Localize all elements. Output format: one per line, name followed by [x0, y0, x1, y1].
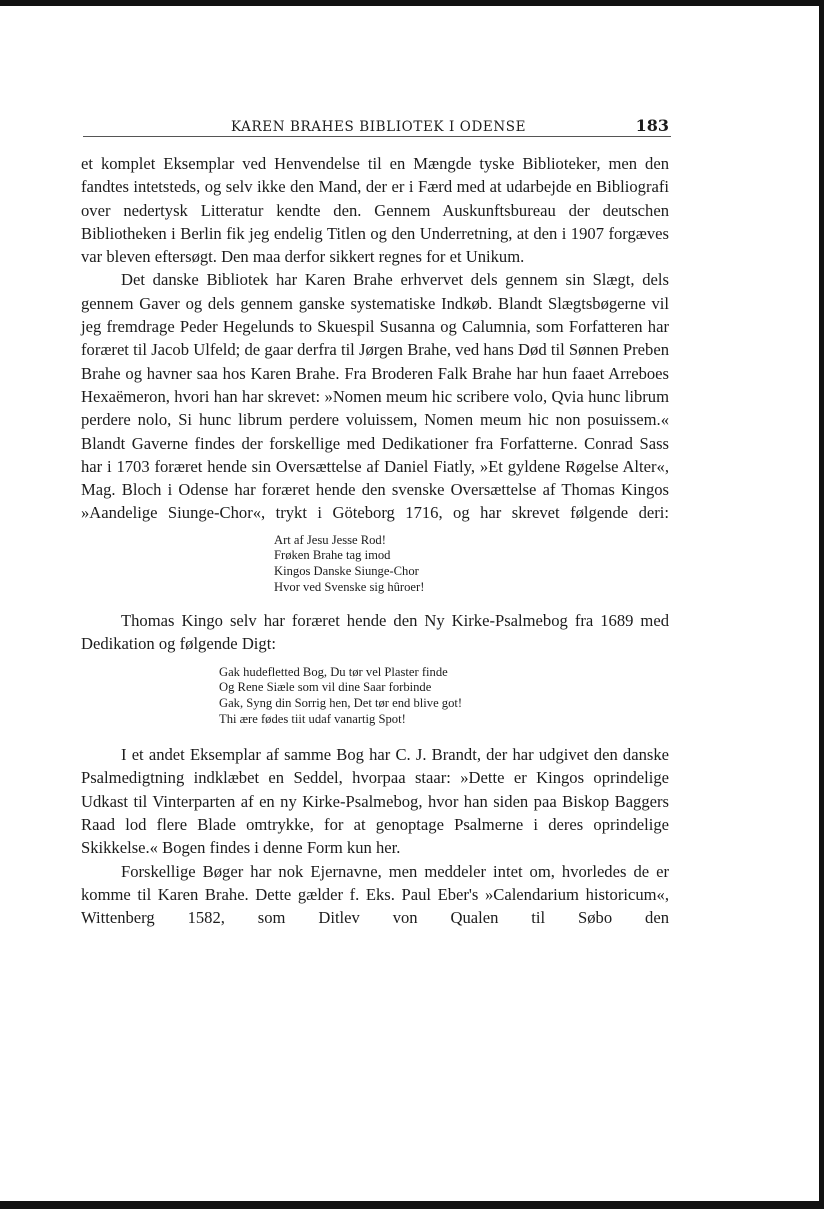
- verse-line: Gak hudefletted Bog, Du tør vel Plaster finde: [219, 664, 448, 679]
- verse-kingo-swedish: [81, 525, 669, 609]
- scan-edge-right: [819, 0, 824, 1209]
- scan-edge-top: [0, 0, 824, 6]
- page-number: 183: [635, 116, 669, 135]
- body-text: [81, 152, 669, 929]
- paragraph-2: Det danske Bibliotek har Karen Brahe erhvervet dels gennem sin Slægt, dels gennem Gaver og dels gennem ganske systematiske Indkøb. Blandt Slægtsbøgerne vil jeg fremdrage Peder Hegelunds to Skuespil Susanna og Calumnia, som Forfatteren har foræret til Jacob Ulfeld; de gaar derfra til Jørgen Brahe, ved hans Død til Sønnen Preben Brahe og havner saa hos Karen Brahe. Fra Broderen Falk Brahe har hun faaet Arreboes Hexaëmeron, hvori han har skrevet: »Nomen meum hic scribere volo, Qvia hunc librum perdere nolo, Si hunc librum perdere voluissem, Nomen meum hic non posuissem.« Blandt Gaverne findes der forskellige med Dedikationer fra Forfatterne. Conrad Sass har i 1703 foræret hende sin Oversættelse af Daniel Fiatly, »Et gyldene Røgelse Alter«, Mag. Bloch i Odense har foræret hende den svenske Oversættelse af Thomas Kingos »Aandelige Siunge-Chor«, trykt i Göteborg 1716, og har skrevet følgende deri:: [81, 270, 669, 523]
- paragraph-3: Thomas Kingo selv har foræret hende den Ny Kirke-Psalmebog fra 1689 med Dedikation og følgende Digt:: [81, 611, 669, 654]
- verse-line: Og Rene Siæle som vil dine Saar forbinde: [219, 680, 432, 695]
- verse-line: Frøken Brahe tag imod: [274, 548, 391, 563]
- paragraph-4: I et andet Eksemplar af samme Bog har C. J. Brandt, der har udgivet den danske Psalmedigtning indklæbet en Seddel, hvorpaa staar: »Dette er Kingos oprindelige Udkast til Vinterparten af en ny Kirke-Psalmebog, hvor han siden paa Biskop Baggers Raad lod flere Blade omtrykke, for at genoptage Psalmerne i deres oprindelige Skikkelse.« Bogen findes i denne Form kun her.: [81, 745, 669, 858]
- paragraph-5: Forskellige Bøger har nok Ejernavne, men meddeler intet om, hvorledes de er komme til Karen Brahe. Dette gælder f. Eks. Paul Eber's »Calendarium historicum«, Wittenberg 1582, som Ditlev von Qualen til Søbo den: [81, 861, 669, 928]
- running-title: KAREN BRAHES BIBLIOTEK I ODENSE: [231, 119, 527, 135]
- header-rule: [83, 136, 671, 137]
- verse-line: Art af Jesu Jesse Rod!: [274, 532, 386, 547]
- verse-kingo-dedication: [81, 656, 669, 743]
- verse-line: Thi ære fødes tiit udaf vanartig Spot!: [219, 711, 406, 726]
- paragraph-1: et komplet Eksemplar ved Henvendelse til en Mængde tyske Biblioteker, men den fandtes intetsteds, og selv ikke den Mand, der er i Færd med at udarbejde en Bibliografi over nedertysk Litteratur kendte den. Gennem Auskunftsbureau der deutschen Bibliotheken i Berlin fik jeg endelig Titlen og den Underretning, at den i 1907 forgæves var bleven eftersøgt. Den maa derfor sikkert regnes for et Unikum.: [81, 154, 669, 267]
- running-header: [83, 116, 671, 138]
- scan-edge-bottom: [0, 1201, 824, 1209]
- verse-line: Gak, Syng din Sorrig hen, Det tør end blive got!: [219, 695, 463, 710]
- verse-line: Kingos Danske Siunge-Chor: [274, 563, 419, 578]
- verse-line: Hvor ved Svenske sig hûroer!: [274, 579, 425, 594]
